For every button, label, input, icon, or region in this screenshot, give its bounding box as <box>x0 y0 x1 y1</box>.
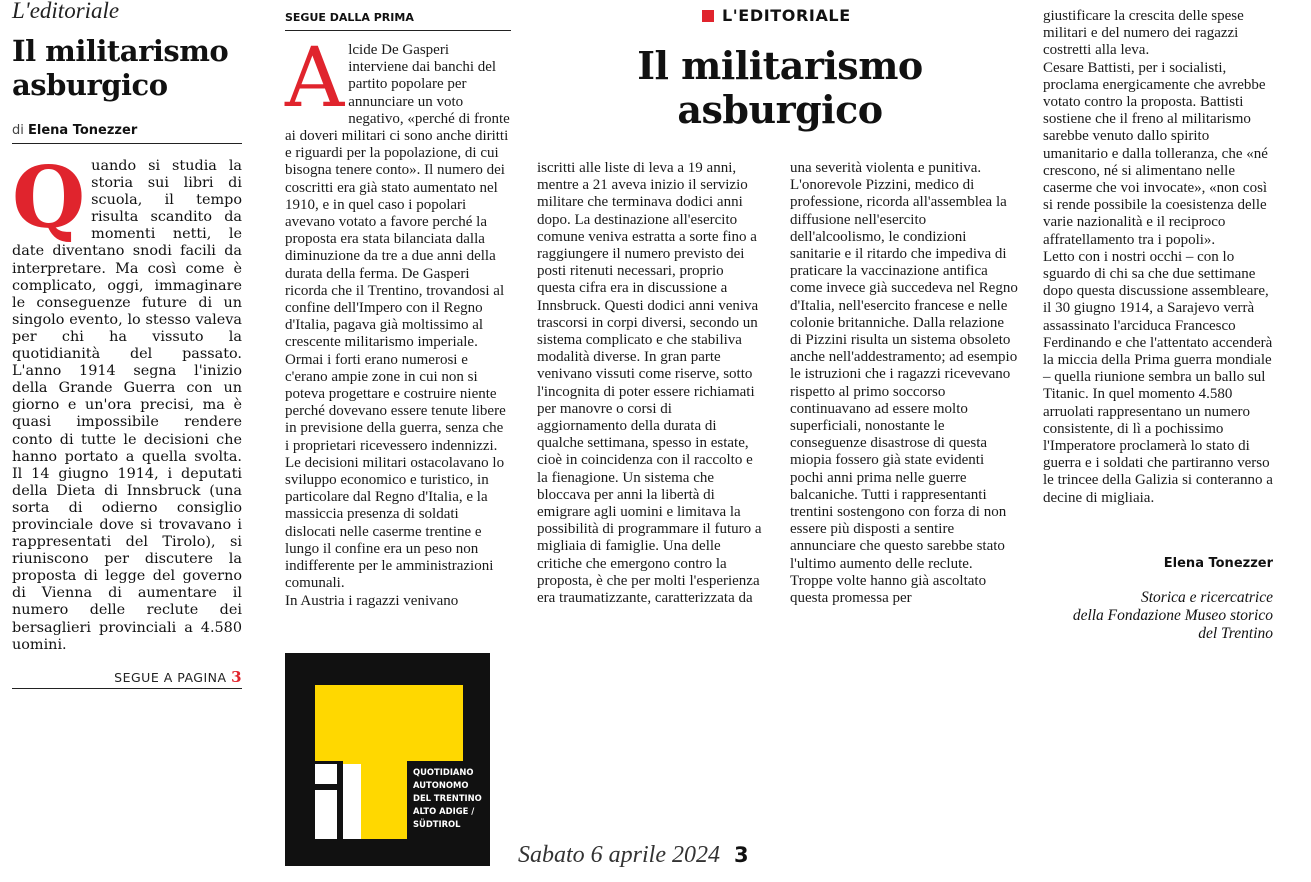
column-paragraph: giustificare la crescita delle spese militari e del numero dei ragazzi costretti alla leva. <box>1043 8 1244 59</box>
left-headline: Il militarismo asburgico <box>12 34 229 102</box>
drop-cap: Q <box>12 148 86 247</box>
headline-line: Il militarismo <box>637 43 923 88</box>
continue-page: 3 <box>231 668 242 686</box>
author-role <box>1043 589 1273 643</box>
section-kicker-label: L'EDITORIALE <box>722 6 851 25</box>
tagline-line: QUOTIDIANO <box>413 767 474 777</box>
divider <box>12 688 242 689</box>
logo-mark-icon <box>285 653 490 866</box>
main-headline <box>540 44 1020 132</box>
column-paragraph: Cesare Battisti, per i socialisti, proclama energicamente che avrebbe votato contro la proposta. Battisti sostiene che il freno al militarismo sarebbe venuto dallo spirito umanitario e dalla tolleranza, che «né crescono, né si alimentano nelle caserme che voi invocate», «non così si rende possibile la coesistenza delle varie nazionalità e il reciproco affratellamento tra i popoli». <box>1043 59 1268 248</box>
byline-prefix: di <box>12 123 24 138</box>
tagline-line: ALTO ADIGE / <box>413 806 475 816</box>
left-kicker: L'editoriale <box>12 0 120 23</box>
continuation-header: SEGUE DALLA PRIMA <box>285 11 414 24</box>
article-column-5 <box>1043 8 1273 507</box>
role-line: del Trentino <box>1198 625 1273 642</box>
continuation-paragraph: lcide De Gasperi interviene dai banchi del partito popolare per annunciare un voto negativo, «perché di fronte ai doveri militari ci sono anche diritti e riguardi per la popolazione, di cui bisogna tenere conto». Il numero dei coscritti era già stato aumentato nel 1910, e in quel caso i popolari avevano votato a favore perché la proposta era stata bilanciata dalla diminuzione da tre a due anni della durata della ferma. De Gasperi ricorda che il Trentino, trovandosi al confine dell'Impero con il Regno d'Italia, pagava già moltissimo al crescente militarismo imperiale. Ormai i forti erano numerosi e c'erano ampie zone in cui non si poteva progettare e costruire niente perché dovevano essere tenute libere in previsione della guerra, senza che i proprietari ricevessero indennizzi. Le decisioni militari ostacolavano lo sviluppo economico e turistico, in particolare dal Regno d'Italia, e la massiccia presenza di soldati dislocati nelle caserme trentine e lungo il confine era un peso non indifferente per le amministrazioni comunali. <box>285 42 510 592</box>
tagline-line: DEL TRENTINO <box>413 793 482 803</box>
article-column-4 <box>790 160 1018 607</box>
left-article-body <box>12 148 242 654</box>
role-line: della Fondazione Museo storico <box>1072 607 1273 624</box>
role-line: Storica e ricercatrice <box>1141 589 1273 606</box>
author-signature: Elena Tonezzer <box>1163 556 1273 571</box>
continuation-body <box>285 31 511 610</box>
section-kicker <box>702 6 851 25</box>
logo-tagline <box>413 766 487 831</box>
divider <box>12 143 242 144</box>
newspaper-logo <box>285 653 490 866</box>
continuation-paragraph: In Austria i ragazzi venivano <box>285 592 459 609</box>
column-paragraph: Letto con i nostri occhi – con lo sguardo di chi sa che due settimane dopo questa discussione assembleare, il 30 giugno 1914, a Sarajevo verrà assassinato l'arciduca Francesco Ferdinando e che l'attentato accenderà la miccia della Prima guerra mondiale – quella riunione sembra un ballo sul Titanic. In quel momento 4.580 arruolati rappresentano un numero consistente, di lì a pochissimo l'Imperatore proclamerà lo stato di guerra e i soldati che partiranno verso le trincee della Galizia si conteranno a decine di migliaia. <box>1043 248 1273 506</box>
drop-cap: A <box>285 31 345 126</box>
article-column-3 <box>537 160 762 607</box>
page-number: 3 <box>734 843 749 867</box>
continue-link[interactable] <box>12 668 242 686</box>
headline-line: asburgico <box>677 87 883 132</box>
left-article-text: uando si studia la storia sui libri di scuola, il tempo risulta scandito da momenti netti, le date diventano snodi facili da interpretare. Ma così come è complicato, oggi, immaginare le conseguenze future di un singolo evento, lo stesso valeva per chi ha vissuto la quotidianità del passato. L'anno 1914 segna l'inizio della Grande Guerra con un giorno e un'ora precisi, ma è quasi impossibile rendere conto di tutte le decisioni che hanno portato a quella svolta. Il 14 giugno 1914, i deputati della Dieta di Innsbruck (una sorta di odierno consiglio provinciale dove si trovavano i rappresentati del Tirolo), si riuniscono per discutere la proposta di legge del governo di Vienna di aumentare il numero delle reclute dei bersaglieri provinciali a 4.580 uomini. <box>12 158 242 653</box>
column-text: iscritti alle liste di leva a 19 anni, mentre a 21 aveva inizio il servizio militare che terminava dodici anni dopo. La destinazione all'esercito comune veniva estratta a sorte fino a raggiungere il numero previsto dei posti ritenuti necessari, proprio questa cifra era in discussione a Innsbruck. Questi dodici anni veniva trascorsi in corpi diversi, secondo un sistema complicato e che stabiliva modalità diverse. In gran parte venivano vissuti come riserve, sotto l'incognita di poter essere richiamati per manovre o corsi di aggiornamento della durata di qualche settimana, spesso in estate, cioè in coincidenza con il raccolto e la fienagione. Un sistema che bloccava per anni la libertà di emigrare agli uomini e limitava la possibilità di programmare il futuro a migliaia di famiglie. Una delle critiche che emergono contro la proposta, è che per molti l'esperienza era traumatizzante, caratterizzata da <box>537 160 762 607</box>
page-footer <box>518 842 749 869</box>
continue-label: SEGUE A PAGINA <box>114 670 227 685</box>
tagline-line: SÜDTIROL <box>413 819 461 829</box>
tagline-line: AUTONOMO <box>413 780 469 790</box>
square-icon <box>702 10 714 22</box>
footer-date: Sabato 6 aprile 2024 <box>518 842 720 868</box>
left-byline <box>12 123 137 138</box>
column-text: una severità violenta e punitiva. L'onorevole Pizzini, medico di professione, ricorda all'assemblea la diffusione nell'esercito dell'alcoolismo, le condizioni sanitarie e il ritardo che impediva di praticare la vaccinazione antifica come invece già succedeva nel Regno d'Italia, nell'esercito francese e nelle colonie britanniche. Dalla relazione di Pizzini risulta un sistema obsoleto anche nell'addestramento; ad esempio le istruzioni che i ragazzi ricevevano rispetto al primo soccorso continuavano ad essere molto superficiali, nonostante le conseguenze disastrose di questa miopia fossero già state evidenti pochi anni prima nelle guerre balcaniche. Tutti i rappresentanti trentini sostengono con forza di non essere più disposti a sentire annunciare che questo sarebbe stato l'ultimo aumento delle reclute. Troppe volte hanno già ascoltato questa promessa per <box>790 160 1018 607</box>
byline-author: Elena Tonezzer <box>28 123 138 138</box>
